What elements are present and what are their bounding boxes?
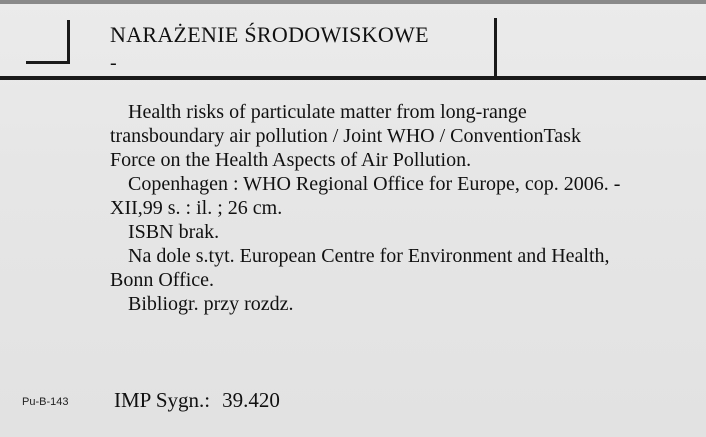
call-number-label: IMP Sygn.:	[114, 388, 211, 412]
bibliographic-description	[110, 100, 630, 316]
corner-mark-vertical	[67, 20, 70, 64]
heading-divider	[494, 18, 497, 78]
corner-mark-horizontal	[26, 61, 70, 64]
bottom-note: Na dole s.tyt. European Centre for Environment and Health, Bonn Office.	[110, 245, 610, 291]
bibliography-note: Bibliogr. przy rozdz.	[128, 293, 294, 315]
title-statement: Health risks of particulate matter from long-range transboundary air pollution / Joint WHO / ConventionTask Force on the Health Aspects of Air Pollution.	[110, 101, 581, 171]
isbn-note: ISBN brak.	[128, 221, 220, 243]
call-number	[114, 388, 280, 413]
subject-dash: -	[110, 52, 117, 74]
publication-statement: Copenhagen : WHO Regional Office for Europe, cop. 2006. - XII,99 s. : il. ; 26 cm.	[110, 173, 621, 219]
call-number-value: 39.420	[222, 388, 280, 412]
subject-heading: NARAŻENIE ŚRODOWISKOWE	[110, 22, 429, 47]
heading-rule	[0, 76, 706, 80]
shelf-mark: Pu-B-143	[22, 396, 69, 408]
